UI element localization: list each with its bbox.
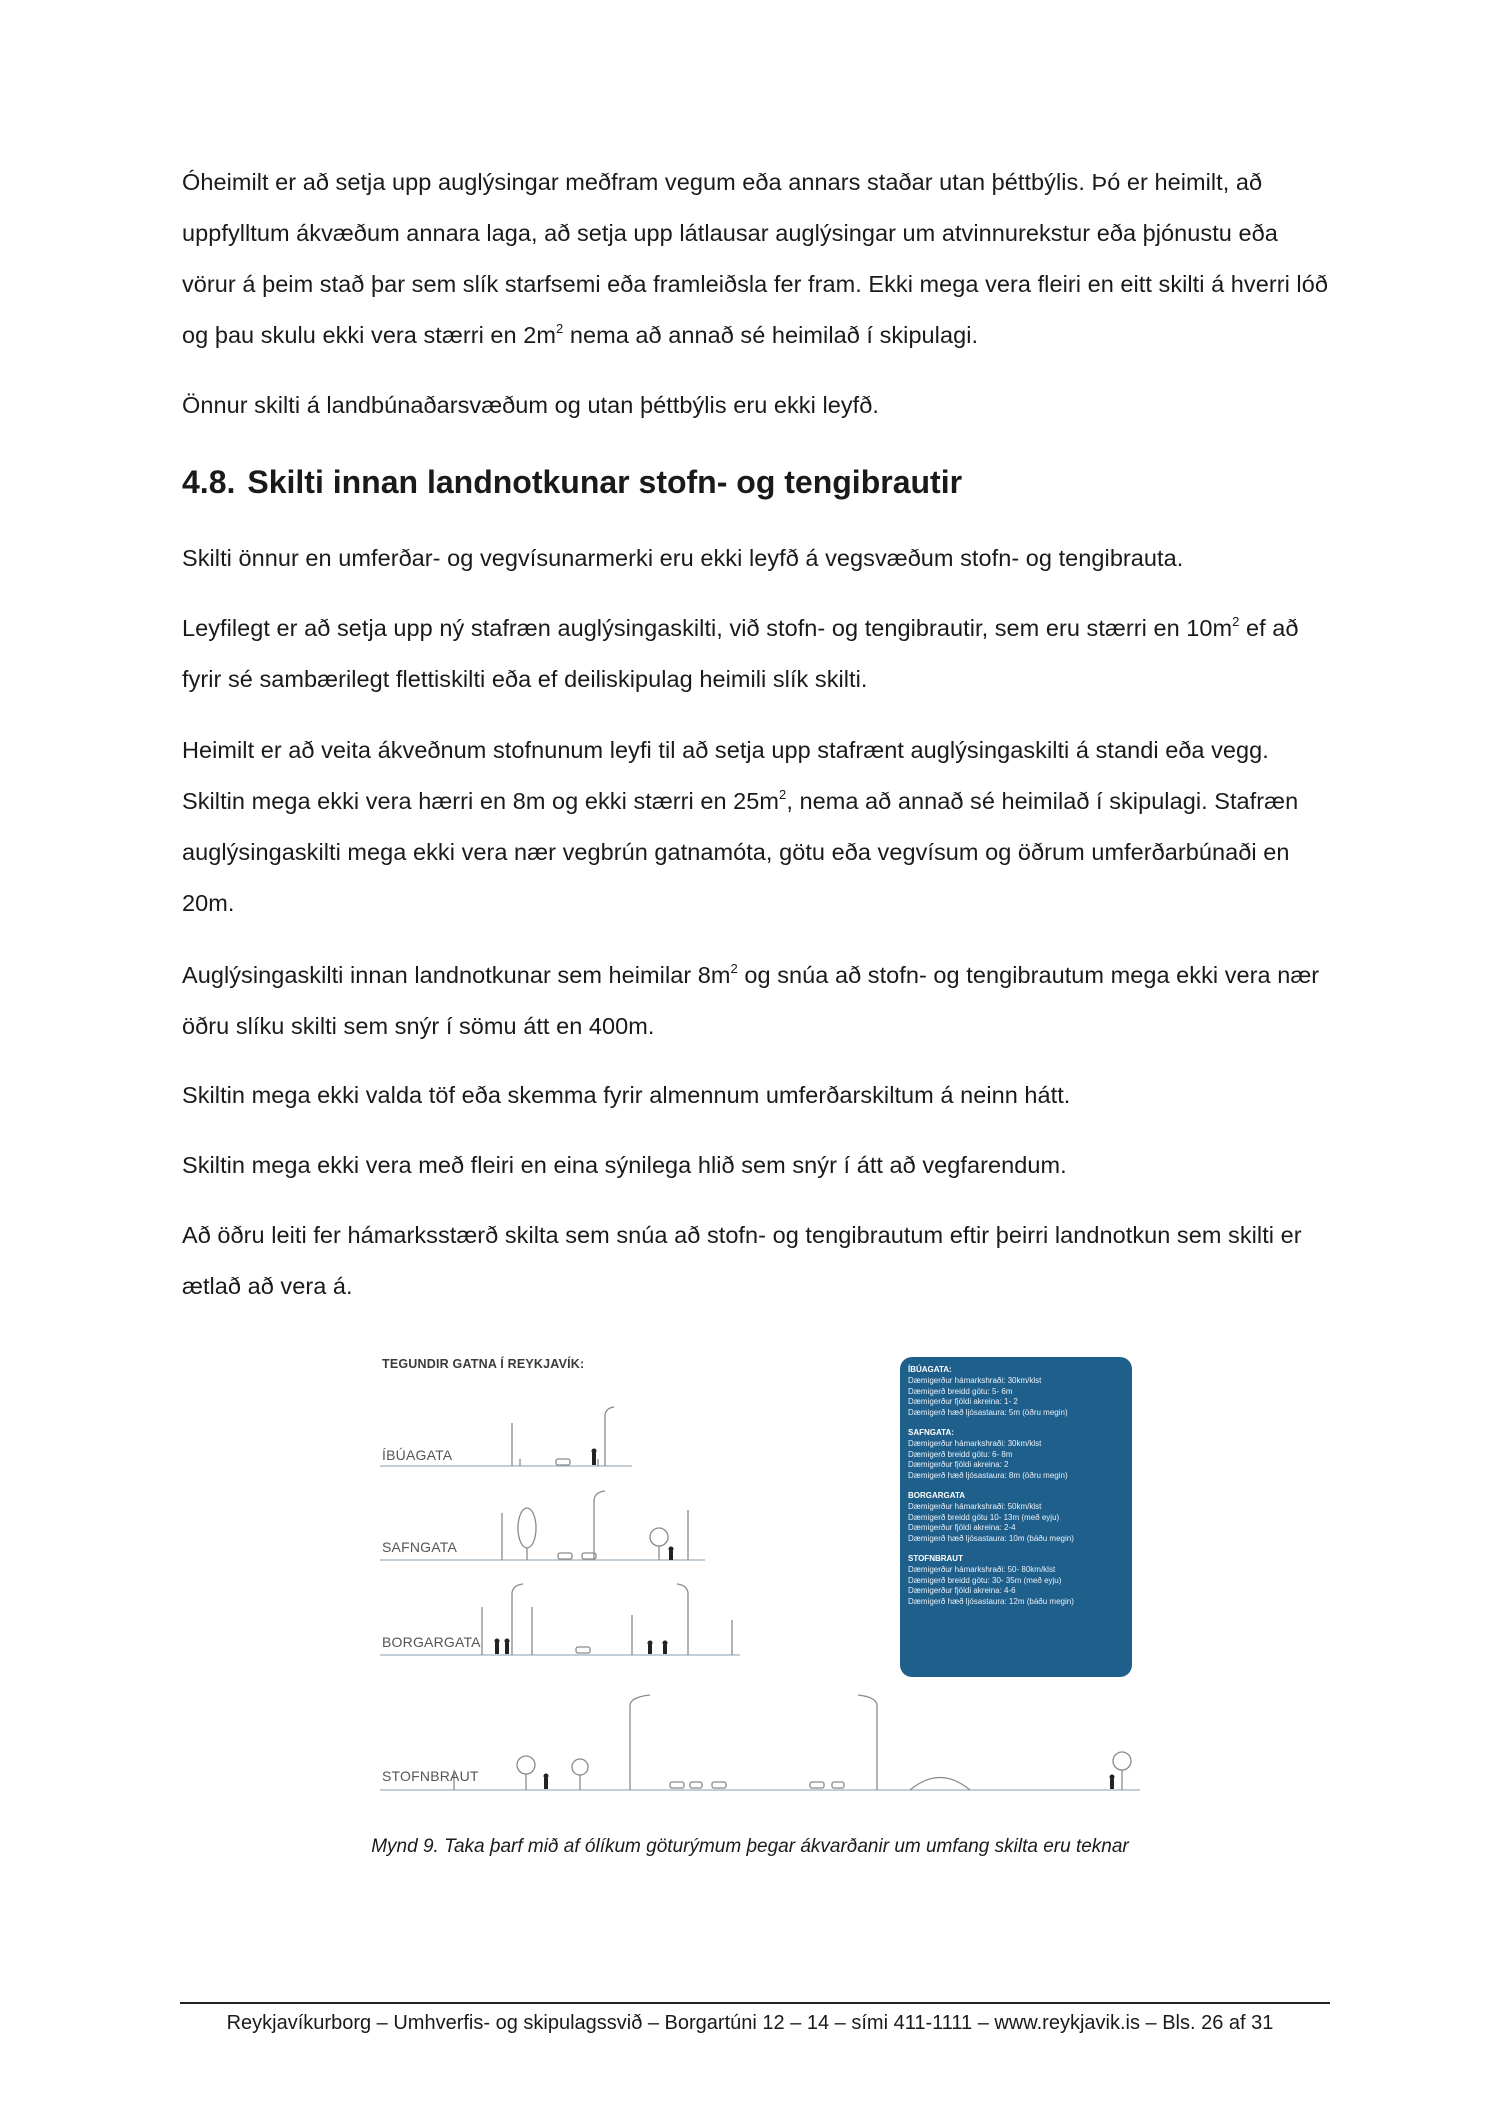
figure-caption: Mynd 9. Taka þarf mið af ólíkum göturýmum þegar ákvarðanir um umfang skilta eru teknar	[371, 1836, 1129, 1857]
info-section-ibuagata: ÍBÚAGATA: Dæmigerður hámarkshraði: 30km/klst Dæmigerð breidd götu: 5- 6m Dæmigerður fjöldi akreina: 1- 2 Dæmigerð hæð ljósastaura: 5m (öðru megin)	[908, 1365, 1068, 1418]
street-label-stofnbraut: STOFNBRAUT	[382, 1768, 479, 1784]
info-section-borgargata: BORGARGATA Dæmigerður hámarkshraði: 50km/klst Dæmigerð breidd götu 10- 13m (með eyju) Dæmigerður fjöldi akreina: 2-4 Dæmigerð hæð ljósastaura: 10m (báðu megin)	[908, 1490, 1074, 1544]
paragraph-one-side: Skiltin mega ekki vera með fleiri en eina sýnilega hlið sem snýr í átt að vegfarendum.	[182, 1152, 1067, 1178]
figure-title: TEGUNDIR GATNA Í REYKJAVÍK:	[382, 1357, 585, 1371]
paragraph-max-size: Að öðru leiti fer hámarksstærð skilta sem snúa að stofn- og tengibrautum eftir þeirri landnotkun sem skilti er ætlað að vera á.	[182, 1222, 1302, 1299]
footer-divider	[180, 2002, 1330, 2004]
paragraph-no-delay: Skiltin mega ekki valda töf eða skemma fyrir almennum umferðarskiltum á neinn hátt.	[182, 1082, 1071, 1108]
paragraph-agricultural: Önnur skilti á landbúnaðarsvæðum og utan þéttbýlis eru ekki leyfð.	[182, 392, 879, 418]
paragraph-road-areas: Skilti önnur en umferðar- og vegvísunarmerki eru ekki leyfð á vegsvæðum stofn- og tengibrauta.	[182, 545, 1184, 571]
paragraph-digital-signs: Leyfilegt er að setja upp ný stafræn auglýsingaskilti, við stofn- og tengibrautir, sem eru stærri en $10m^2$ ef að fyrir sé sambærilegt flettiskilti eða ef deiliskipulag heimili slík skilti.	[182, 614, 1299, 692]
street-label-ibuagata: ÍBÚAGATA	[382, 1447, 453, 1463]
paragraph-institutions: Heimilt er að veita ákveðnum stofnunum leyfi til að setja upp stafrænt auglýsingaskilti á standi eða vegg. Skiltin mega ekki vera hærri en 8m og ekki stærri en $25m^2$, nema að annað sé heimilað í skipulagi. Stafræn auglýsingaskilti mega ekki vera nær vegbrún gatnamóta, götu eða vegvísum og öðrum umferðarbúnaði en 20m.	[182, 737, 1299, 916]
page-footer: Reykjavíkurborg – Umhverfis- og skipulagssvið – Borgartúni 12 – 14 – sími 411-1111 – www.reykjavik.is – Bls. 26 af 31	[226, 2012, 1274, 2034]
info-section-safngata: SAFNGATA: Dæmigerður hámarkshraði: 30km/klst Dæmigerð breidd götu: 6- 8m Dæmigerður fjöldi akreina: 2 Dæmigerð hæð ljósastaura: 8m (öðru megin)	[908, 1427, 1068, 1481]
paragraph-spacing: Auglýsingaskilti innan landnotkunar sem heimilar $8m^2$ og snúa að stofn- og tengibrautum mega ekki vera nær öðru slíku skilti sem snýr í sömu átt en 400m.	[182, 961, 1320, 1039]
street-label-safngata: SAFNGATA	[382, 1539, 457, 1555]
street-label-borgargata: BORGARGATA	[382, 1634, 481, 1650]
info-section-stofnbraut: STOFNBRAUT Dæmigerður hámarkshraði: 50- 80km/klst Dæmigerð breidd götu: 30- 35m (með eyju) Dæmigerður fjöldi akreina: 4-6 Dæmigerð hæð ljósastaura: 12m (báðu megin)	[908, 1553, 1074, 1607]
paragraph-signs-outside-urban: Óheimilt er að setja upp auglýsingar meðfram vegum eða annars staðar utan þéttbýlis. Þó er heimilt, að uppfylltum ákvæðum annara laga, að setja upp látlausar auglýsingar um atvinnurekstur eða þjónustu eða vörur á þeim stað þar sem slík starfsemi eða framleiðsla fer fram. Ekki mega vera fleiri en eitt skilti á hverri lóð og þau skulu ekki vera stærri en $2m^2$ nema að annað sé heimilað í skipulagi.	[182, 169, 1328, 348]
street-info-box	[900, 1357, 1132, 1677]
street-types-figure	[370, 1345, 1150, 1825]
section-heading: 4.8. Skilti innan landnotkunar stofn- og tengibrautir	[182, 464, 963, 500]
